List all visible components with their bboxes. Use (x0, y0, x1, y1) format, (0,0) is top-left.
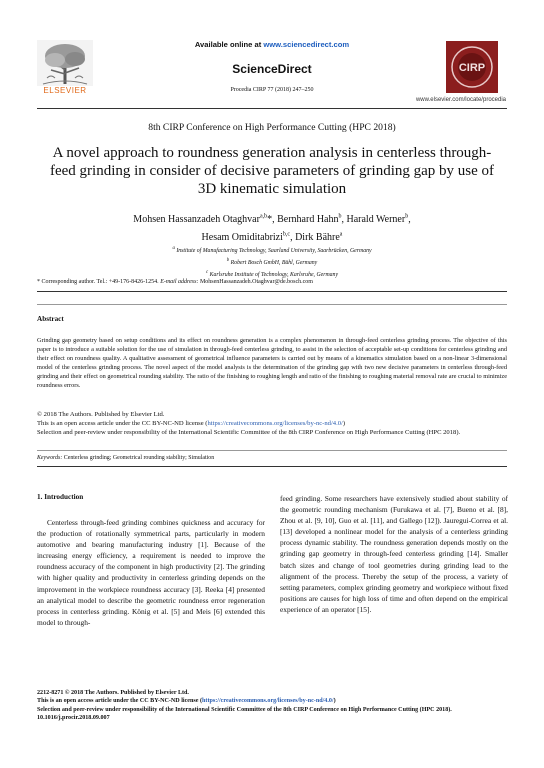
cirp-logo-text: CIRP (458, 62, 486, 74)
abstract-license-suffix: ) (342, 420, 346, 428)
available-online-text: Available online at (194, 40, 264, 49)
affiliations (40, 244, 504, 280)
footer-license-link[interactable]: https://creativecommons.org/licenses/by-nc-nd/4.0/ (202, 698, 334, 705)
journal-citation: Procedia CIRP 77 (2018) 247–250 (230, 87, 314, 93)
affiliation-mark: c (205, 269, 209, 275)
footer (37, 689, 507, 723)
abstract-license-prefix: This is an open access article under the CC BY-NC-ND license ( (37, 420, 208, 428)
corresponding-author (37, 279, 313, 285)
email-address[interactable]: MohsenHassanzadeh.Otaghvar@de.bosch.com (198, 279, 313, 285)
author-affiliation-mark: a (339, 231, 343, 238)
author-separator: , (290, 231, 296, 243)
sciencedirect-brand: ScienceDirect (232, 62, 312, 76)
intro-left-paragraph: Centerless through-feed grinding combines quickness and accuracy for the production of rotationally symmetrical parts, particularly in modern automotive and bearing manufacturing industry [1]. Because of the increasing energy efficiency, a requirement is needed to improve the roundness accuracy of the component in high productivity [2]. The grinding with higher quality and productivity in centerless grinding depends on the improvement in the workpiece roundness accuracy [3]. Reeka [4] presented an analytical model to describe the geometric roundness error regeneration process in centerless grinding. König et al. [5] and Meis [6] extended this model to through- (37, 518, 265, 627)
intro-heading: 1. Introduction (37, 493, 84, 501)
author-0 (133, 214, 277, 225)
journal-url[interactable]: www.elsevier.com/locate/procedia (415, 97, 506, 103)
author-list (40, 210, 504, 245)
abstract-license (37, 419, 507, 428)
author-2 (346, 214, 410, 225)
author-name: Mohsen Hassanzadeh Otaghvar (133, 214, 260, 226)
paper-title: A novel approach to roundness generation analysis in centerless through-feed grinding in consider of decisive parameters of grinding gap by use of 3D kinematic simulation (49, 145, 495, 197)
intro-left-column (37, 517, 265, 628)
conference-name: 8th CIRP Conference on High Performance Cutting (HPC 2018) (148, 122, 396, 133)
affiliation-text: Karlsruhe Institute of Technology, Karlsruhe, Germany (209, 271, 339, 278)
author-4 (295, 232, 342, 243)
author-affiliation-mark: b (338, 214, 342, 220)
affiliation-mark: b (226, 257, 230, 263)
footer-peer-review: Selection and peer-review under responsibility of the International Scientific Committee of the 8th CIRP Conference on High Performance Cutting (HPC 2018). (37, 706, 452, 713)
intro-right-column (280, 493, 508, 615)
affiliation-1 (40, 256, 504, 268)
abstract-copyright-block (37, 410, 507, 437)
cirp-logo (446, 41, 498, 93)
author-affiliation-mark: b (405, 214, 409, 220)
affiliation-0 (40, 244, 504, 256)
author-name: Hesam Omiditabrizi (201, 231, 283, 243)
author-affiliation-mark: b,c (282, 231, 291, 238)
abstract-inner-rule (37, 304, 507, 305)
header-rule (37, 108, 507, 109)
footer-issn: 2212-8271 © 2018 The Authors. Published by Elsevier Ltd. (37, 690, 189, 696)
affiliation-text: Robert Bosch GmbH, Bühl, Germany (230, 259, 318, 266)
keywords-rule (37, 450, 507, 451)
corresponding-mark: * (267, 214, 273, 226)
author-separator: , (408, 214, 411, 226)
author-separator: , (341, 214, 347, 226)
corresponding-tel: * Corresponding author. Tel.: +49-176-8426-1254. (37, 279, 161, 285)
abstract-heading: Abstract (37, 315, 64, 323)
author-name: Dirk Bähre (295, 231, 340, 243)
keywords-text: Centerless grinding; Geometrical rounding stability; Simulation (62, 455, 215, 461)
keywords (37, 455, 214, 461)
footer-license-prefix: This is an open access article under the CC BY-NC-ND license ( (37, 698, 203, 705)
email-label: E-mail address: (160, 279, 199, 285)
abstract-peer-review: Selection and peer-review under responsibility of the International Scientific Committee of the 8th CIRP Conference on High Performance Cutting (HPC 2018). (37, 429, 461, 437)
footer-license-suffix: ) (333, 698, 336, 705)
abstract-license-link[interactable]: https://creativecommons.org/licenses/by-nc-nd/4.0/ (207, 420, 343, 428)
intro-right-paragraph: feed grinding. Some researchers have extensively studied about stability of the geometric rounding mechanism (Furukawa et al. [7], Bueno et al. [8], Zhou et al. [9, 10], Guo et al. [11], and Gallego [12]). Jauregui-Correa et al. [13] developed a nonlinear model for the analysis of a centerless grinding process dynamic stability. The roundness generation depends mostly on the grinding gap geometry in through-feed centerless grinding [14]. Smaller batch sizes and change of tool geometries during grinding lead to the alignment of the process. Thereby the setup of the process, a variety of setting parameters, complex grinding geometry and workpiece without fixed positions are causes for high loss of time and often depend on the empirical experience of an operator [15]. (280, 494, 508, 614)
keywords-label: Keywords: (37, 455, 63, 461)
elsevier-wordmark: ELSEVIER (43, 86, 87, 95)
author-1 (277, 214, 346, 225)
author-affiliation-mark: a,b (259, 214, 268, 220)
footer-doi[interactable]: 10.1016/j.procir.2018.09.007 (37, 715, 110, 722)
author-separator: , (272, 214, 278, 226)
author-name: Harald Werner (346, 214, 406, 226)
affiliation-text: Institute of Manufacturing Technology, Saarland University, Saarbrücken, Germany (176, 247, 372, 254)
author-name: Bernhard Hahn (277, 214, 339, 226)
author-3 (202, 232, 296, 243)
sciencedirect-link[interactable]: www.sciencedirect.com (263, 40, 350, 49)
affiliation-2 (40, 268, 504, 280)
footer-license (37, 697, 507, 705)
abstract-copyright: © 2018 The Authors. Published by Elsevier Ltd. (37, 411, 165, 418)
affiliation-mark: a (172, 246, 175, 251)
abstract-text: Grinding gap geometry based on setup conditions and its effect on roundness generation is a complex phenomenon in through-feed centerless grinding process. The objective of this paper is to introduce a suitable solution for the use of simulation in through-feed centerless grinding, to assist in the selection of acceptable set-up conditions for centerless grinding and their effect on roundness quality. A qualitative assessment of geometrical influence parameters is carried out by means of a kinematics simulation based on a non-linear 3-dimensional model of the centerless grinding process. The novel aspect of the model analysis is the determination of the grinding gap with two new decisive parameters in centerless through-feed grinding and their effect on geometrical rounding stability. The ratio of the finishing to roughing length and ratio of the finishing to roughing material removal rate are crucial to minimize roundness errors. (37, 337, 507, 390)
abstract-bottom-rule (37, 466, 507, 467)
abstract-top-rule (37, 291, 507, 292)
